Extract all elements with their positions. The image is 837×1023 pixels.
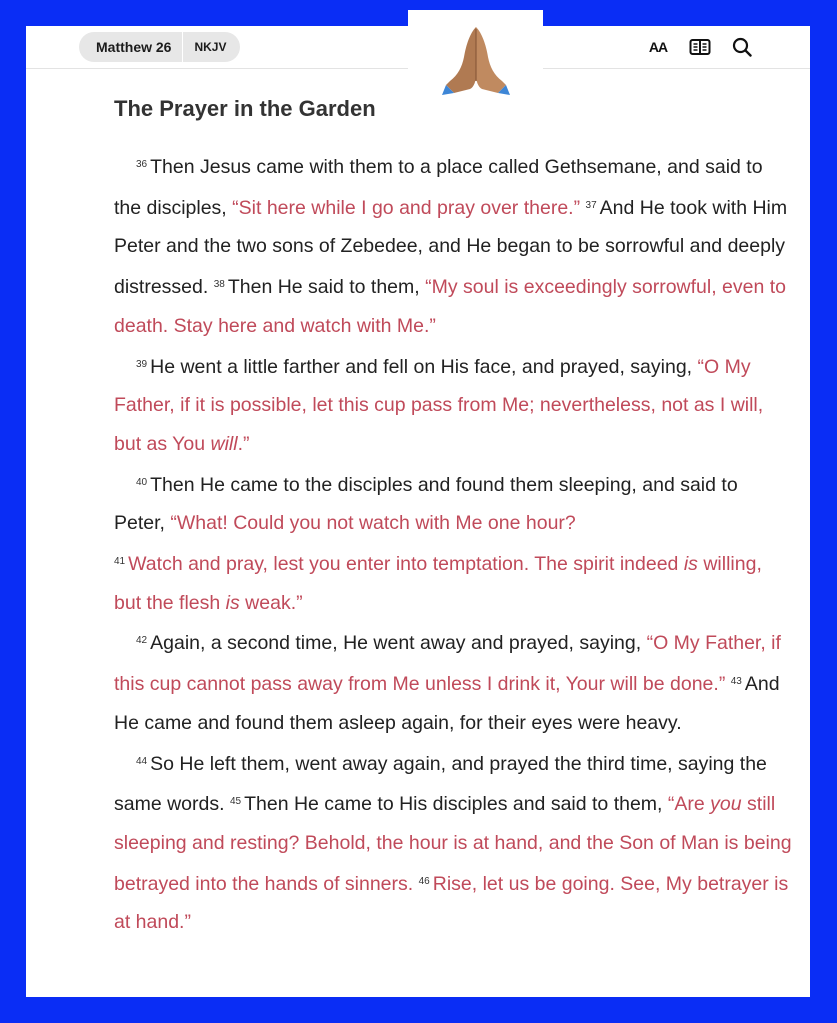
verse-number[interactable]: 46 — [418, 875, 430, 887]
praying-hands-sticker — [408, 10, 543, 110]
verse-number[interactable]: 37 — [585, 199, 597, 211]
words-of-christ: “O My Father, if it is possible, let this cup pass from Me; nevertheless, not as I will, but as You will.” — [114, 355, 764, 455]
verse-number[interactable]: 42 — [136, 635, 148, 647]
verse-number[interactable]: 41 — [114, 556, 126, 568]
words-of-christ: “What! Could you not watch with Me one hour? — [170, 512, 576, 535]
book-icon[interactable] — [688, 35, 712, 59]
paragraph-3 — [114, 464, 794, 623]
verse-text: Then He said to them, — [227, 276, 426, 299]
words-of-christ: Watch and pray, lest you enter into temptation. The spirit indeed is willing, but the flesh is weak.” — [114, 553, 762, 614]
verse-text: Again, a second time, He went away and prayed, saying, — [150, 632, 647, 655]
verse-number[interactable]: 39 — [136, 358, 148, 370]
paragraph-1 — [114, 146, 794, 346]
verse-number[interactable]: 36 — [136, 159, 148, 170]
verse-text: And He took with Him Peter and the two sons of Zebedee, and He began to be sorrowful and deeply distressed. — [114, 196, 788, 299]
verse-text: So He left them, went away again, and prayed the third time, saying the same words. — [114, 752, 767, 816]
verse-text: Then He came to His disciples and said to them, — [244, 793, 668, 816]
verse-text: Then Jesus came with them to a place called Gethsemane, and said to the disciples, — [114, 156, 763, 219]
section-heading: The Prayer in the Garden — [114, 96, 376, 121]
verse-text: And He came and found them asleep again, for their eyes were heavy. — [114, 673, 780, 734]
praying-hands-icon — [436, 23, 516, 97]
font-size-icon[interactable]: AA — [648, 39, 668, 55]
book-chapter-button[interactable]: Matthew 26 — [96, 39, 172, 55]
words-of-christ: “Are you still sleeping and resting? Behold, the hour is at hand, and the Son of Man is being betrayed into the hands of sinners. — [114, 793, 792, 895]
version-button[interactable]: NKJV — [194, 40, 227, 54]
paragraph-5 — [114, 743, 794, 943]
words-of-christ: “O My Father, if this cup cannot pass away from Me unless I drink it, Your will be done.” — [114, 632, 781, 696]
verse-text: Then He came to the disciples and found them sleeping, and said to Peter, — [114, 473, 738, 535]
paragraph-2 — [114, 346, 794, 464]
words-of-christ: “My soul is exceedingly sorrowful, even to death. Stay here and watch with Me.” — [114, 276, 787, 337]
paragraph-4 — [114, 622, 794, 742]
verse-number[interactable]: 43 — [730, 676, 742, 688]
words-of-christ: Rise, let us be going. See, My betrayer is at hand.” — [114, 872, 789, 934]
toolbar-icons — [646, 35, 754, 59]
verse-number[interactable]: 44 — [136, 755, 148, 767]
verse-number[interactable]: 38 — [213, 279, 225, 291]
reference-selector — [79, 32, 240, 62]
verse-number[interactable]: 40 — [136, 476, 148, 488]
verse-text: He went a little farther and fell on His face, and prayed, saying, — [150, 355, 698, 378]
words-of-christ: “Sit here while I go and pray over there.” — [232, 196, 581, 219]
search-icon[interactable] — [730, 35, 754, 59]
scripture-passage — [114, 146, 794, 942]
verse-number[interactable]: 45 — [229, 796, 242, 808]
reader-page — [26, 26, 810, 997]
